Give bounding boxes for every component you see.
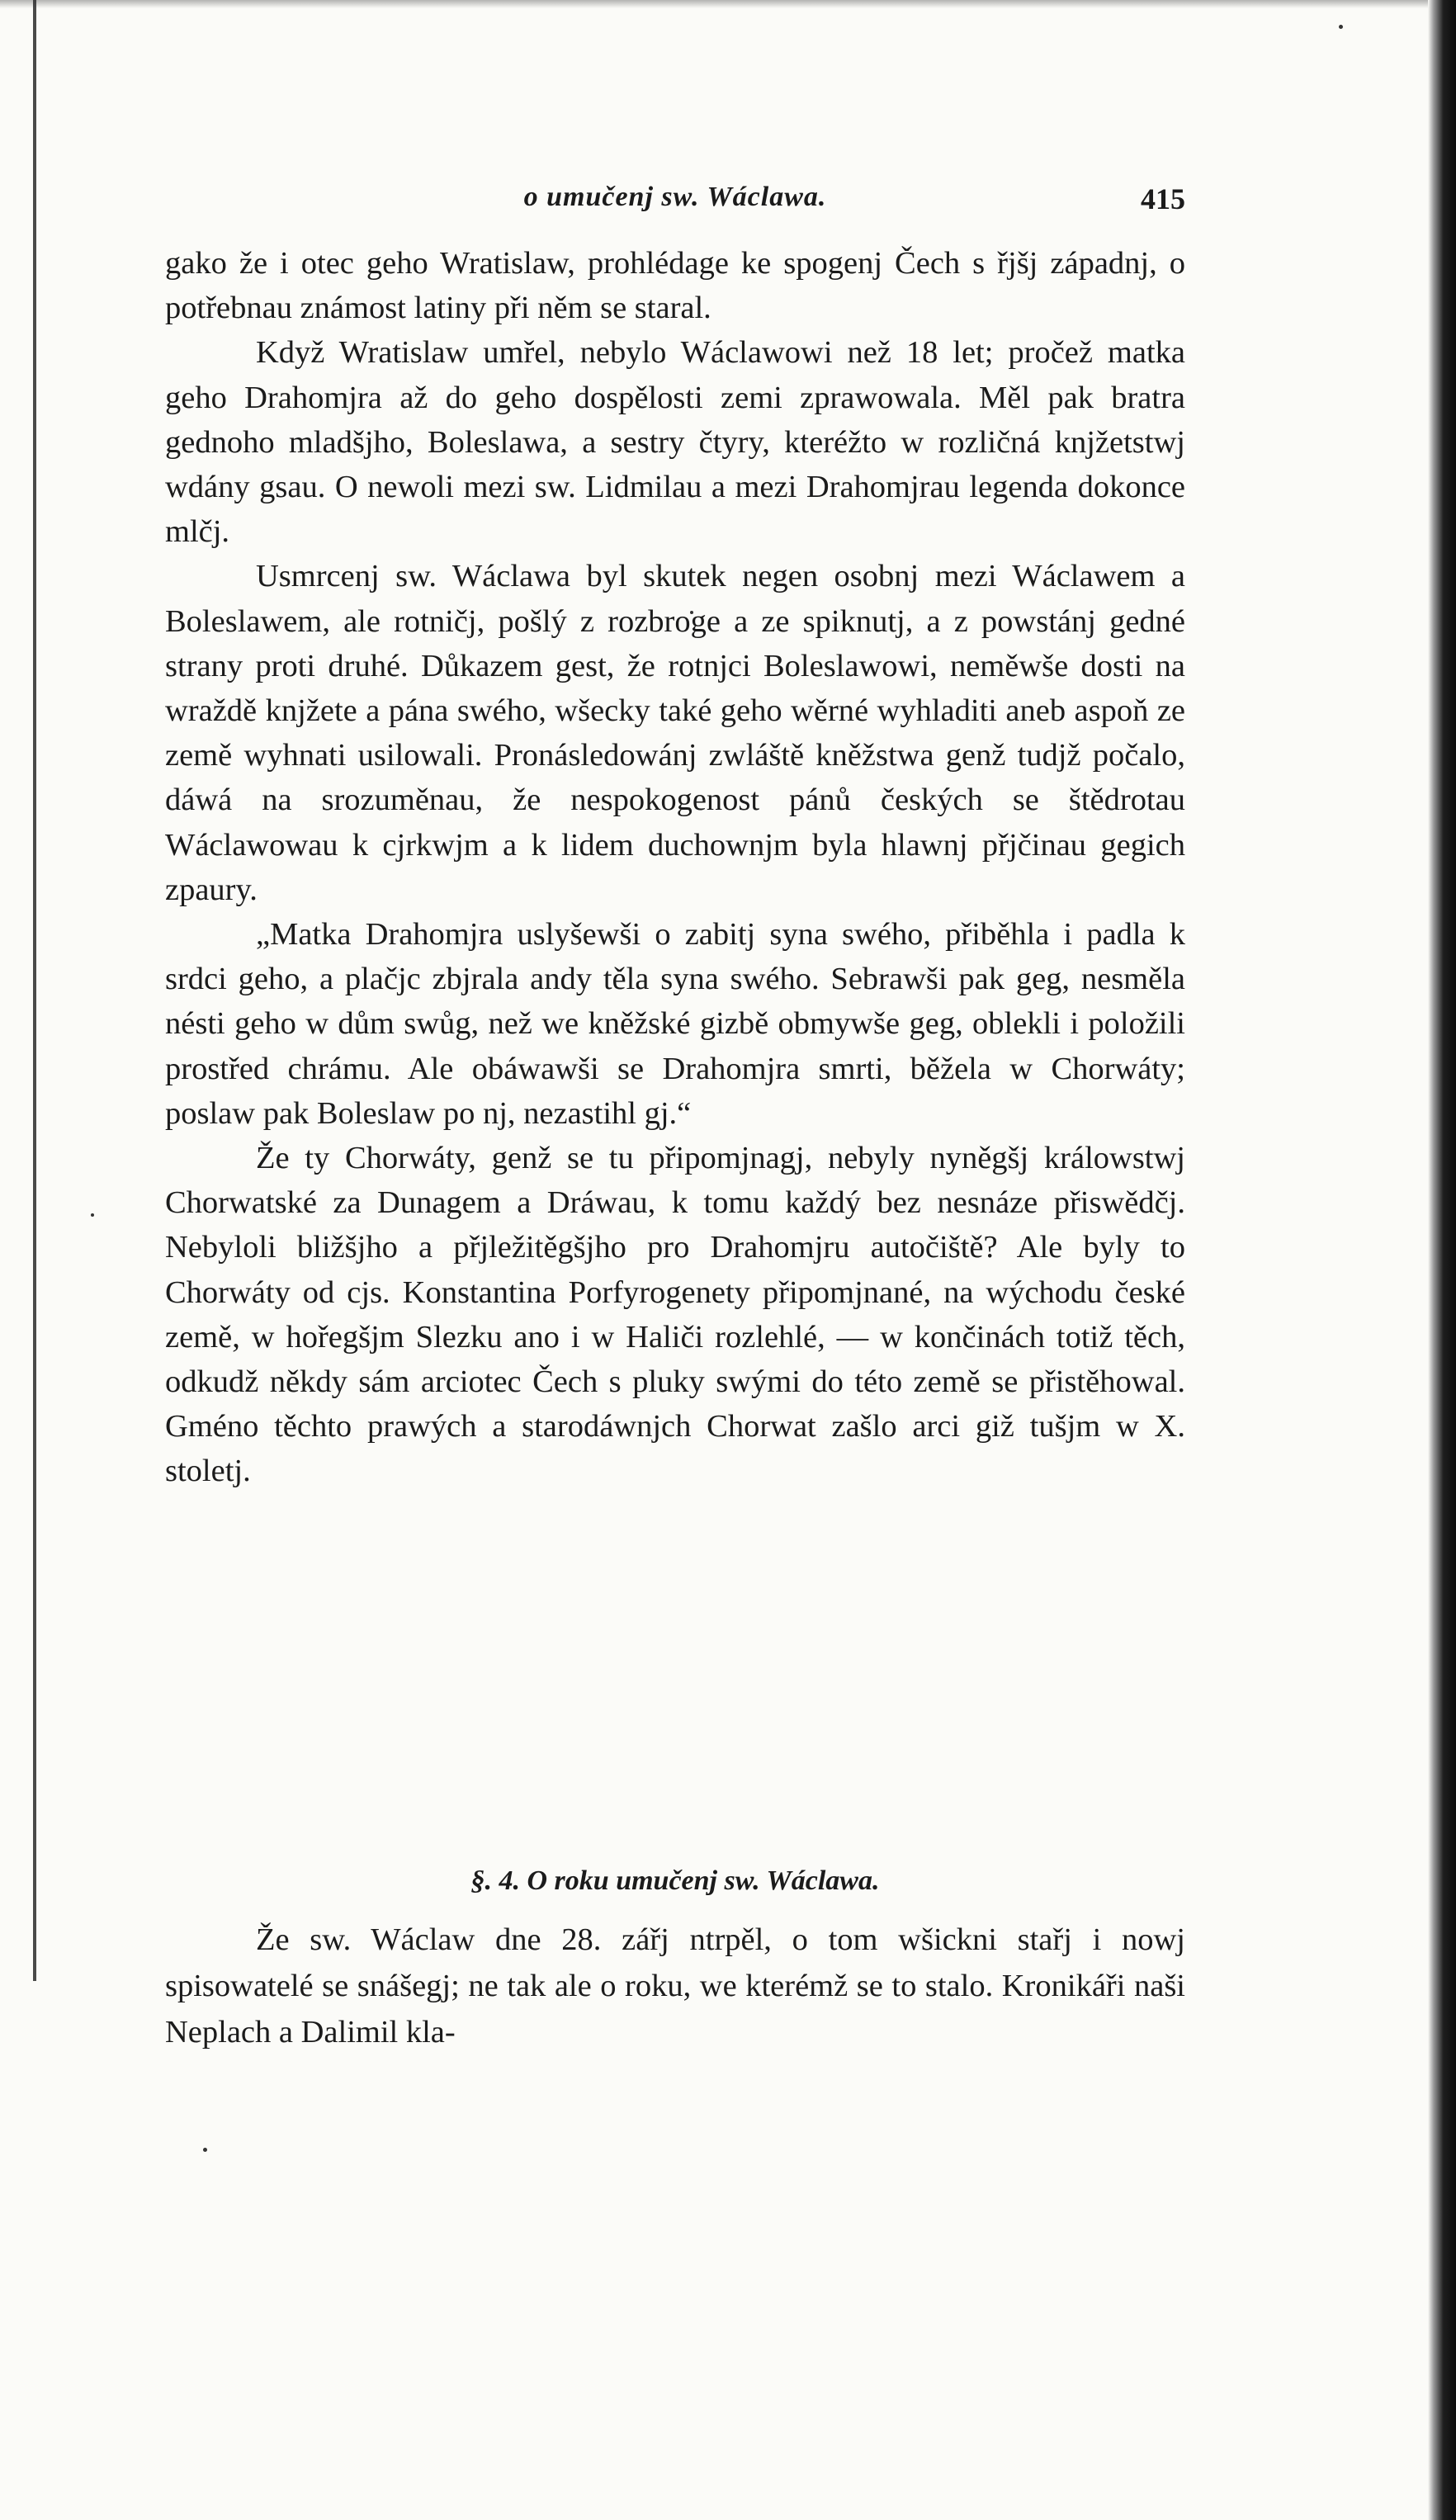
- page-left-edge: [33, 0, 36, 1981]
- body-text: [165, 241, 1185, 1494]
- page-number: 415: [1141, 182, 1185, 215]
- paragraph: Že sw. Wáclaw dne 28. zářj ntrpěl, o tom wšickni stařj i nowj spisowatelé se snášegj; ne tak ale o roku, we kterémž se to stalo. Kronikáři naši Neplach a Dalimil kla-: [165, 1922, 1185, 2050]
- ink-speck: [203, 2148, 207, 2152]
- page-top-shadow: [0, 0, 1456, 8]
- section-heading: §. 4. O roku umučenj sw. Wáclawa.: [470, 1865, 880, 1897]
- paragraph: Když Wratislaw umřel, nebylo Wáclawowi než 18 let; pročež matka geho Drahomjra až do geho dospělosti zemi zprawowala. Měl pak bratra gednoho mladšjho, Boleslawa, a sestry čtyry, kteréžto w rozličná knjžetstwj wdány gsau. O newoli mezi sw. Lidmilau a mezi Drahomjrau legenda dokonce mlčj.: [165, 335, 1185, 550]
- running-title: o umučenj sw. Wáclawa.: [523, 182, 827, 212]
- paragraph: Usmrcenj sw. Wáclawa byl skutek negen osobnj mezi Wáclawem a Boleslawem, ale rotničj, pošlý z rozbroge a ze spiknutj, a z powstánj gedné strany proti druhé. Důkazem gest, že rotnjci Boleslawowi, neměwše dosti na wraždě knjžete a pána swého, wšecky také geho wěrné wyhladiti aneb aspoň ze země wyhnati usilowali. Pronásledowánj zwláště kněžstwa genž tudjž počalo, dáwá na srozuměnau, že nespokogenost pánů českých se štědrotau Wáclawowau k cjrkwjm a k lidem duchownjm byla hlawnj přjčinau gegich zpaury.: [165, 559, 1185, 907]
- page-right-edge-shadow: [1428, 0, 1456, 2520]
- paragraph: Že ty Chorwáty, genž se tu připomjnagj, nebyly nyněgšj králowstwj Chorwatské za Dunagem a Dráwau, k tomu každý bez nesnáze přiswědčj. Nebyloli bližšjho a přjležitěgšjho pro Drahomjru autočiště? Ale byly to Chorwáty od cjs. Konstantina Porfyrogenety připomjnané, na wýchodu české země, w hořegšjm Slezku ano i w Haliči rozlehlé, — w končinách totiž těch, odkudž někdy sám arciotec Čech s pluky swými do této země se přistěhowal. Gméno těchto prawých a starodáwnjch Chorwat zašlo arci giž tušjm w X. stoletj.: [165, 1141, 1185, 1489]
- paragraph-continuation: gako že i otec geho Wratislaw, prohlédage ke spogenj Čech s řjšj západnj, o potřebnau známost latiny při něm se staral.: [165, 246, 1185, 326]
- ink-speck: [91, 1213, 94, 1217]
- running-head: [165, 182, 1185, 228]
- section-body: [165, 1917, 1185, 2055]
- ink-speck: [1339, 25, 1343, 29]
- quoted-paragraph: „Matka Drahomjra uslyšewši o zabitj syna swého, přiběhla i padla k srdci geho, a plačjc zbjrala andy těla syna swého. Sebrawši pak geg, nesměla nésti geho w dům swůg, než we kněžské gizbě obmywše geg, oblekli i položili prostřed chrámu. Ale obáwawši se Drahomjra smrti, běžela w Chorwáty; poslaw pak Boleslaw po nj, nezastihl gj.“: [165, 917, 1185, 1131]
